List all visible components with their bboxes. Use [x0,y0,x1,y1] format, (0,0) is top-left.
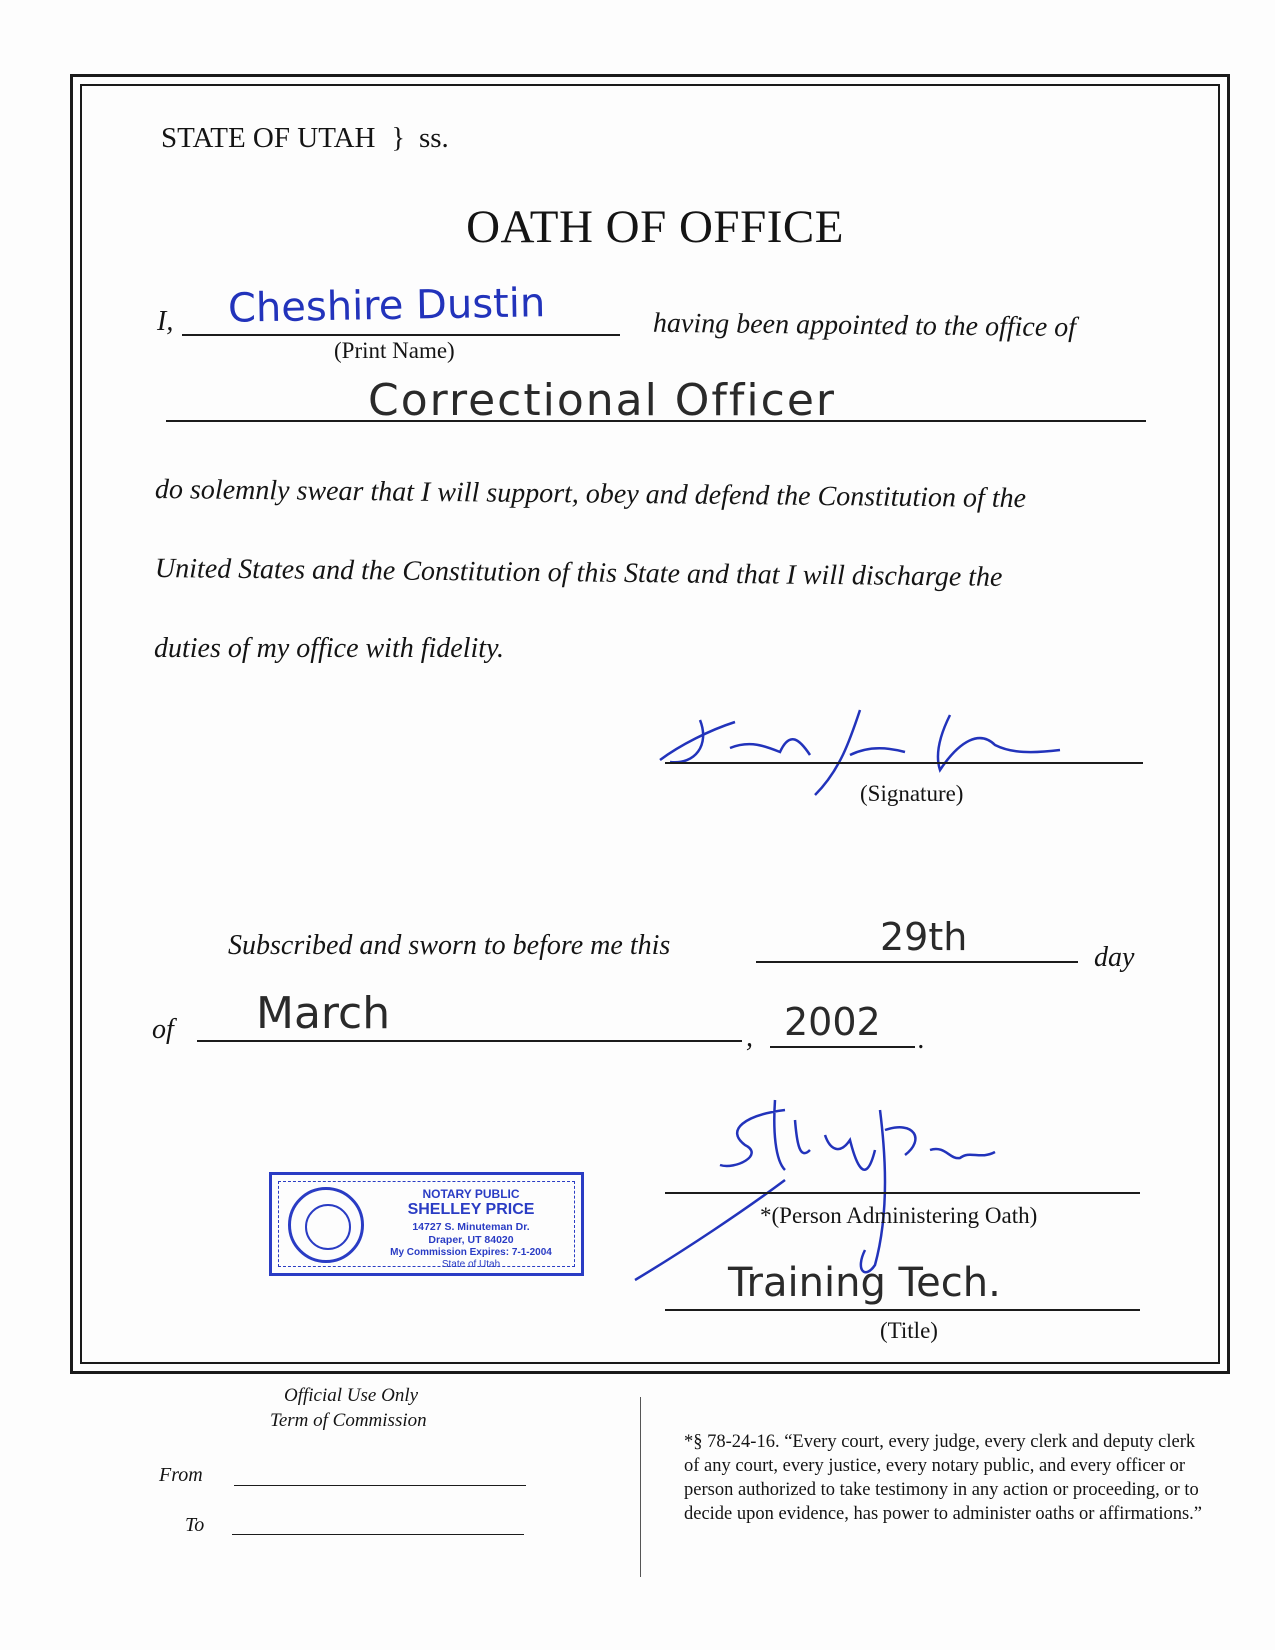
seal-line-1: NOTARY PUBLIC [422,1187,520,1201]
seal-line-5: My Commission Expires: 7-1-2004 [390,1247,552,1258]
from-label: From [159,1464,203,1486]
oath-text-line-1: do solemnly swear that I will support, obey and defend the Constitution of the [154,474,1027,515]
page-title: OATH OF OFFICE [466,201,844,253]
print-name-label: (Print Name) [334,338,455,363]
name-line [182,334,620,336]
brace: } [391,123,405,154]
day-label: day [1094,942,1135,973]
seal-line-6: State of Utah [441,1259,501,1270]
oath-text-line-3: duties of my office with fidelity. [154,633,504,664]
period: . [918,1024,925,1055]
office-handwriting: Correctional Officer [368,375,836,426]
seal-line-2: SHELLEY PRICE [407,1201,535,1218]
person-administering-label: *(Person Administering Oath) [760,1203,1038,1228]
notary-seal [269,1172,584,1276]
state-caption [161,122,449,155]
to-line [232,1534,524,1535]
i-label: I, [157,306,174,337]
day-line [756,961,1078,963]
term-of-commission-heading: Term of Commission [270,1410,427,1431]
state-name: STATE OF UTAH [161,122,376,154]
from-line [234,1485,526,1486]
signature-label: (Signature) [860,781,964,806]
to-label: To [185,1514,205,1536]
title-handwriting: Training Tech. [728,1260,1001,1306]
appointed-text: having been appointed to the office of [652,307,1077,344]
bottom-divider [640,1397,641,1577]
month-line [197,1040,742,1042]
oath-text-line-2: United States and the Constitution of this State and that I will discharge the [154,553,1003,593]
title-label: (Title) [880,1318,938,1343]
ss-label: ss. [418,122,449,154]
day-handwriting: 29th [880,915,968,959]
seal-line-4: Draper, UT 84020 [428,1234,514,1246]
name-handwriting: Cheshire Dustin [227,280,546,332]
signature-line [665,762,1143,764]
comma: , [746,1022,753,1053]
administrator-line [665,1192,1140,1194]
statute-note: *§ 78-24-16. “Every court, every judge, every clerk and deputy clerk of any court, every justice, every notary public, and every officer or person authorized to take testimony in any action or proceeding, or to decide upon evidence, has power to administer oaths or affirmations.” [684,1432,1203,1524]
year-line [770,1046,915,1048]
of-label: of [152,1014,174,1045]
subscribed-text: Subscribed and sworn to before me this [228,930,671,961]
seal-line-3: 14727 S. Minuteman Dr. [412,1221,530,1233]
title-line [665,1309,1140,1311]
official-use-heading: Official Use Only [284,1385,419,1406]
month-handwriting: March [256,988,391,1039]
state-seal-icon [288,1187,364,1263]
year-handwriting: 2002 [784,1000,881,1044]
